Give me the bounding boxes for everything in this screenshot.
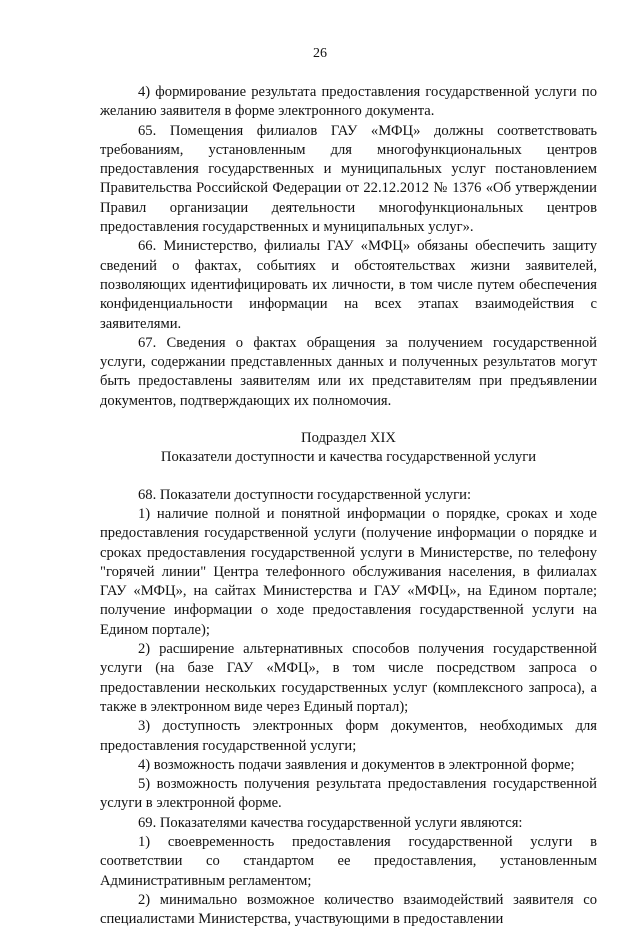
subsection-title: Показатели доступности и качества государственной услуги <box>160 449 537 466</box>
page-number: 26 <box>313 46 327 61</box>
document-body <box>100 83 597 929</box>
paragraph-68-item-3: 3) доступность электронных форм документов, необходимых для предоставления государственной услуги; <box>100 718 597 754</box>
paragraph-68-item-5: 5) возможность получения результата предоставления государственной услуги в электронной форме. <box>100 776 597 812</box>
paragraph-69-item-2: 2) минимально возможное количество взаимодействий заявителя со специалистами Министерства, участвующими в предоставлении <box>100 891 597 928</box>
subsection-number: Подраздел XIX <box>301 430 396 447</box>
paragraph-item-4: 4) формирование результата предоставления государственной услуги по желанию заявителя в форме электронного документа. <box>100 84 597 120</box>
paragraph-68-item-2: 2) расширение альтернативных способов получения государственной услуги (на базе ГАУ «МФЦ», в том числе посредством запроса о предоставлении нескольких государственных услуг (комплексного запроса), а также в электронном виде через Единый портал); <box>100 641 597 715</box>
paragraph-68-item-1: 1) наличие полной и понятной информации о порядке, сроках и ходе предоставления государственной услуги (получение информации о порядке и сроках предоставления государственной услуги в Министерстве, по телефону "горячей линии" Центра телефонного обслуживания населения, в филиалах ГАУ «МФЦ», на сайтах Министерства и ГАУ «МФЦ», на Едином портале; получение информации о ходе предоставления государственной услуги на Едином портале); <box>100 505 597 638</box>
paragraph-69: 69. Показателями качества государственной услуги являются: <box>138 814 523 831</box>
paragraph-66: 66. Министерство, филиалы ГАУ «МФЦ» обязаны обеспечить защиту сведений о фактах, событиях и обстоятельствах жизни заявителей, позволяющих идентифицировать их личности, в том числе путем обеспечения конфиденциальности информации на всех этапах взаимодействия с заявителями. <box>100 238 597 332</box>
paragraph-65: 65. Помещения филиалов ГАУ «МФЦ» должны соответствовать требованиям, установленным для многофункциональных центров предоставления государственных и муниципальных услуг постановлением Правительства Российской Федерации от 22.12.2012 № 1376 «Об утверждении Правил организации деятельности многофункциональных центров предоставления государственных и муниципальных услуг». <box>100 122 597 236</box>
paragraph-68: 68. Показатели доступности государственной услуги: <box>138 486 472 503</box>
paragraph-69-item-1: 1) своевременность предоставления государственной услуги в соответствии со стандартом ее предоставления, установленным Административным регламентом; <box>100 833 597 889</box>
paragraph-67: 67. Сведения о фактах обращения за получением государственной услуги, содержании представленных данных и полученных результатов могут быть предоставлены заявителям или их представителям при предъявлении документов, подтверждающих их полномочия. <box>100 334 597 409</box>
paragraph-68-item-4: 4) возможность подачи заявления и документов в электронной форме; <box>138 756 575 773</box>
